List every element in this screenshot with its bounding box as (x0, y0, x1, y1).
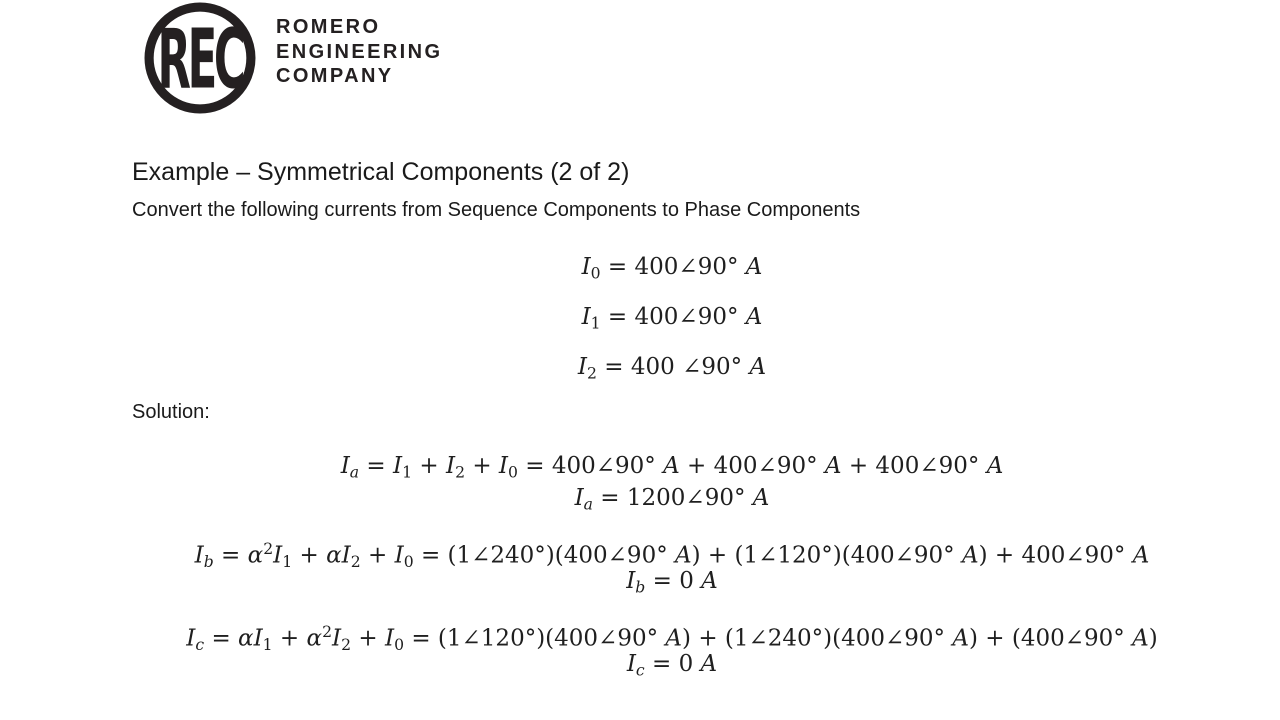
equation-ic-expansion: $Ic = \alpha I1 + \alpha^2I2 + I0$ = (1∠120°)(400∠90° A) + (1∠240°)(400∠90° A) + (400∠90° A) (186, 622, 1158, 654)
equation-ia-result: Ia = 1200∠90° A (574, 485, 770, 514)
equation-ic-result: Ic = 0 A (626, 651, 718, 680)
solution-label: Solution: (132, 401, 210, 423)
phase-b-equations (133, 533, 1211, 597)
equation-ib-expansion: $Ib = \alpha^2I1 + \alpha I2 + I0$ = (1∠240°)(400∠90° A) + (1∠120°)(400∠90° A) + 400∠90° A (194, 539, 1150, 571)
company-name-line: ENGINEERING (276, 40, 443, 63)
company-name-line: ROMERO (276, 16, 381, 38)
slide-title: Example – Symmetrical Components (2 of 2) (132, 158, 630, 186)
equation-i0: I0 = 400∠90° A (581, 254, 763, 283)
phase-a-equations (133, 450, 1211, 514)
company-name (276, 15, 442, 89)
solution-equations (133, 450, 1211, 699)
given-equations (133, 242, 1211, 392)
equation-ia-expansion: Ia = I1 + I2 + I0 = 400∠90° A + 400∠90° A + 400∠90° A (340, 453, 1004, 482)
slide-subtitle: Convert the following currents from Sequence Components to Phase Components (132, 199, 861, 221)
equation-i2: I2 = 400 ∠90° A (577, 354, 767, 383)
equation-i1: I1 = 400∠90° A (581, 304, 763, 333)
logo-monogram: REC (157, 12, 243, 108)
equation-ib-result: Ib = 0 A (626, 568, 718, 597)
phase-c-equations (133, 616, 1211, 680)
company-name-line: COMPANY (276, 65, 394, 87)
rec-logo-icon (144, 2, 256, 114)
